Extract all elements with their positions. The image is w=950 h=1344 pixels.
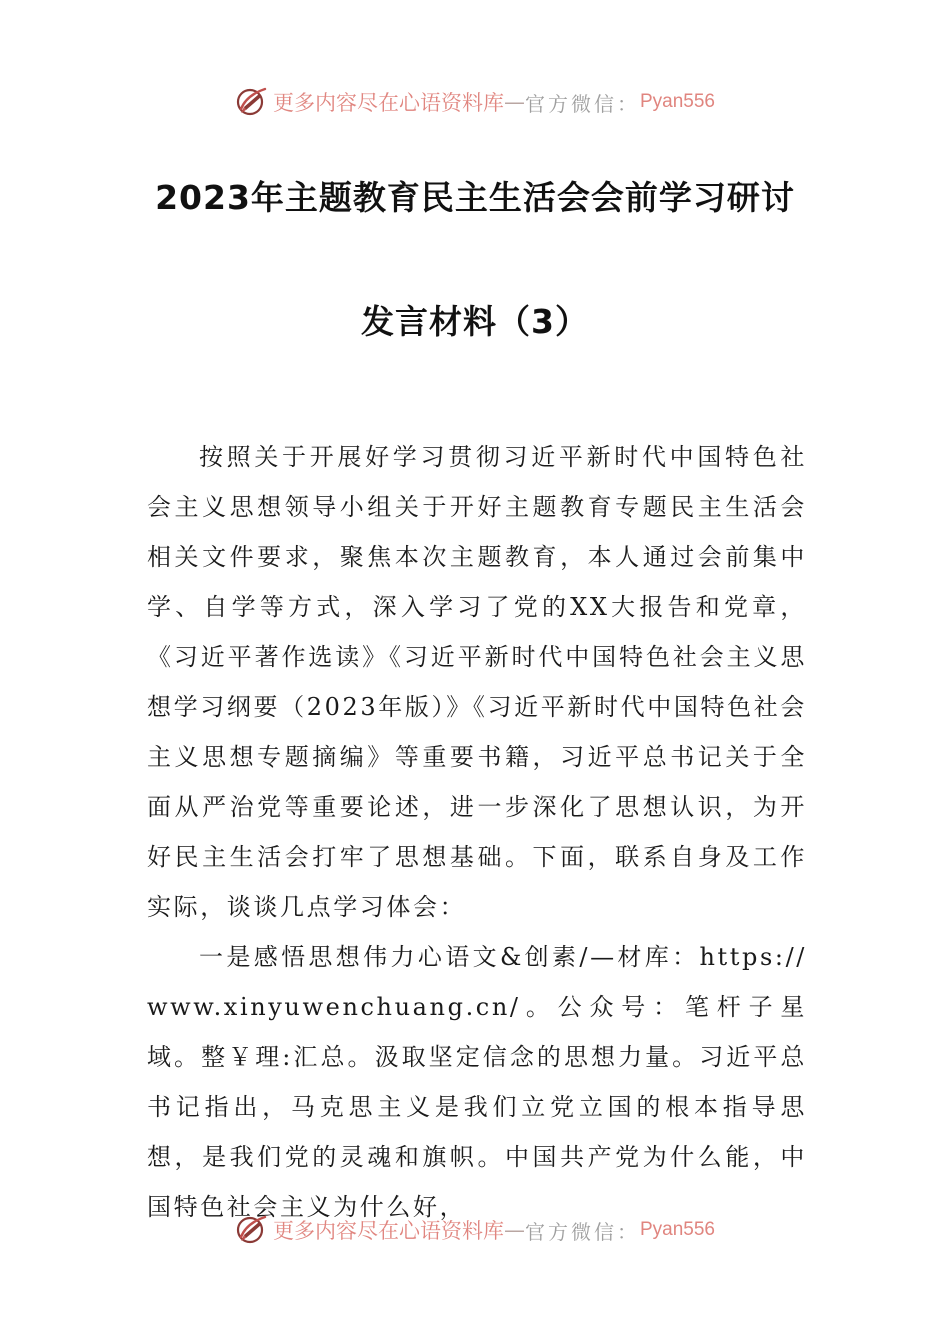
banner-separator: — [503, 90, 525, 114]
banner-wechat-label: 官方微信： [524, 1219, 640, 1244]
body-paragraph-2: 一是感悟思想伟力心语文&创素/—材库：https://www.xinyuwenchuang.cn/。公众号：笔杆子星域。整￥理:汇总。汲取坚定信念的思想力量。习近平总书记指出，马克思主义是我们立党立国的根本指导思想，是我们党的灵魂和旗帜。中国共产党为什么能，中国特色社会主义为什么好， [147, 943, 807, 1221]
document-body [147, 432, 807, 1232]
banner-brand-text: 更多内容尽在心语资料库 [272, 91, 504, 115]
banner-separator: — [503, 1218, 525, 1242]
pen-logo-icon [235, 85, 269, 119]
body-paragraph-1: 按照关于开展好学习贯彻习近平新时代中国特色社会主义思想领导小组关于开好主题教育专题民主生活会相关文件要求，聚焦本次主题教育，本人通过会前集中学、自学等方式，深入学习了党的XX大报告和党章，《习近平著作选读》《习近平新时代中国特色社会主义思想学习纲要（2023年版）》《习近平新时代中国特色社会主义思想专题摘编》等重要书籍，习近平总书记关于全面从严治党等重要论述，进一步深化了思想认识，为开好民主生活会打牢了思想基础。下面，联系自身及工作实际，谈谈几点学习体会： [147, 443, 807, 921]
banner-brand-text: 更多内容尽在心语资料库 [272, 1219, 504, 1243]
footer-watermark-banner [0, 1210, 950, 1250]
banner-wechat-id: Pyan556 [639, 91, 715, 112]
document-title-line-1: 2023年主题教育民主生活会会前学习研讨 [155, 178, 795, 217]
banner-wechat-id: Pyan556 [639, 1219, 715, 1240]
pen-logo-icon [235, 1213, 269, 1247]
header-watermark-banner [0, 82, 950, 122]
document-title-line-2: 发言材料（3） [361, 302, 589, 341]
banner-wechat-label: 官方微信： [524, 91, 640, 116]
